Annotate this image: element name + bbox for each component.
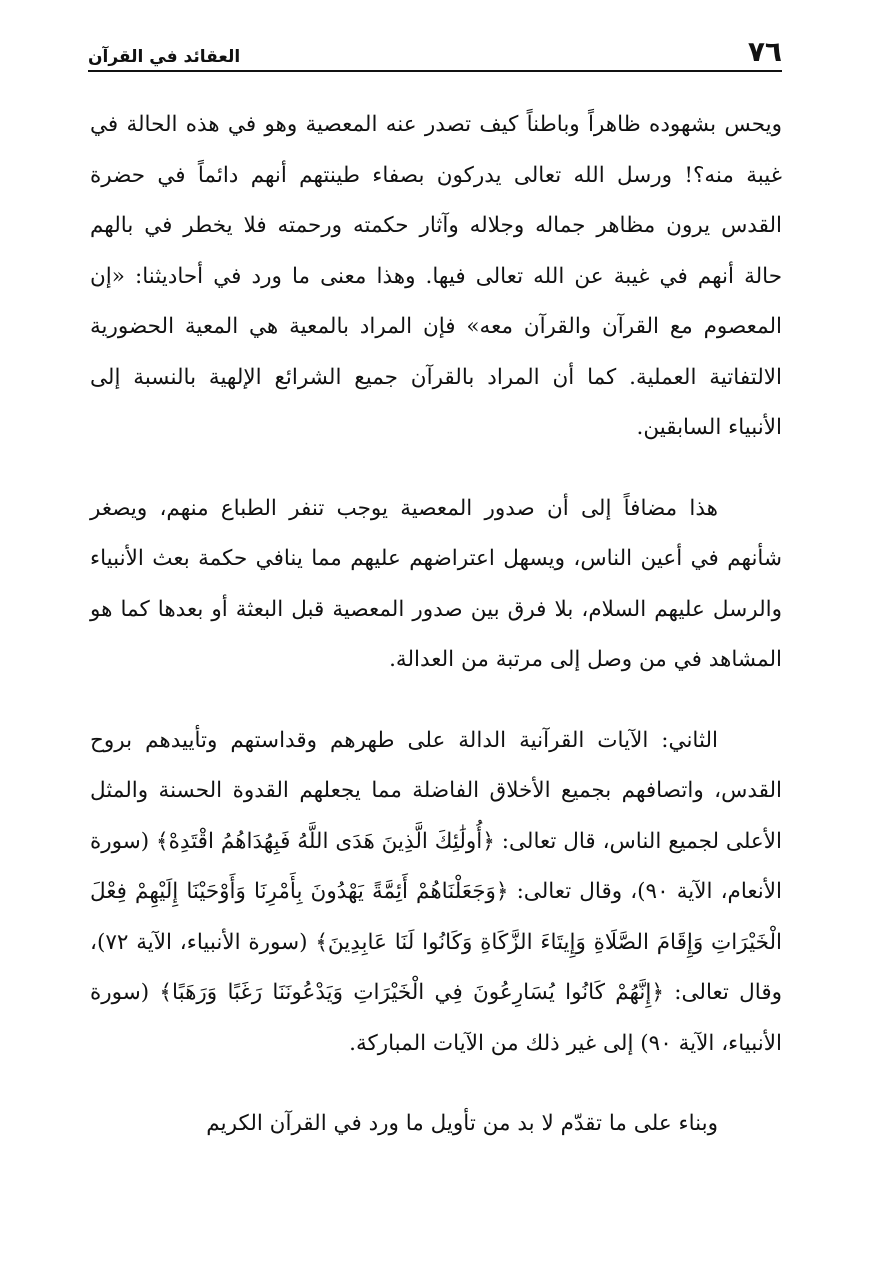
- page-number: ٧٦: [747, 35, 782, 68]
- paragraph-3: الثاني: الآيات القرآنية الدالة على طهرهم وقداستهم وتأييدهم بروح القدس، واتصافهم بجميع الأخلاق الفاضلة مما يجعلهم القدوة الحسنة والمثل الأعلى لجميع الناس، قال تعالى: ﴿أُولَٰئِكَ الَّذِينَ هَدَى اللَّهُ فَبِهُدَاهُمُ اقْتَدِهْ﴾ (سورة الأنعام، الآية ٩٠)، وقال تعالى: ﴿وَجَعَلْنَاهُمْ أَئِمَّةً يَهْدُونَ بِأَمْرِنَا وَأَوْحَيْنَا إِلَيْهِمْ فِعْلَ الْخَيْرَاتِ وَإِقَامَ الصَّلَاةِ وَإِيتَاءَ الزَّكَاةِ وَكَانُوا لَنَا عَابِدِينَ﴾ (سورة الأنبياء، الآية ٧٢)، وقال تعالى: ﴿إِنَّهُمْ كَانُوا يُسَارِعُونَ فِي الْخَيْرَاتِ وَيَدْعُونَنَا رَغَبًا وَرَهَبًا﴾ (سورة الأنبياء، الآية ٩٠) إلى غير ذلك من الآيات المباركة.: [90, 727, 782, 1056]
- paragraph-1: ويحس بشهوده ظاهراً وباطناً كيف تصدر عنه المعصية وهو في هذه الحالة في غيبة منه؟! ورسل الله تعالى يدركون بصفاء طينتهم أنهم دائماً في حضرة القدس يرون مظاهر جماله وجلاله وآثار حكمته ورحمته فلا يخطر في بالهم حالة أنهم في غيبة عن الله تعالى فيها. وهذا معنى ما ورد في أحاديثنا: «إن المعصوم مع القرآن والقرآن معه» فإن المراد بالمعية هي المعية الحضورية الالتفاتية العملية. كما أن المراد بالقرآن جميع الشرائع الإلهية بالنسبة إلى الأنبياء السابقين.: [90, 112, 782, 440]
- paragraph-4: وبناء على ما تقدّم لا بد من تأويل ما ورد في القرآن الكريم: [206, 1111, 718, 1136]
- running-title: العقائد في القرآن: [88, 47, 241, 67]
- page-header: [88, 28, 782, 72]
- paragraph-2: هذا مضافاً إلى أن صدور المعصية يوجب تنفر الطباع منهم، ويصغر شأنهم في أعين الناس، ويسهل اعتراضهم عليهم مما ينافي حكمة بعث الأنبياء والرسل عليهم السلام، بلا فرق بين صدور المعصية قبل البعثة أو بعدها كما هو المشاهد في من وصل إلى مرتبة من العدالة.: [90, 495, 782, 672]
- body-text: [90, 100, 782, 1150]
